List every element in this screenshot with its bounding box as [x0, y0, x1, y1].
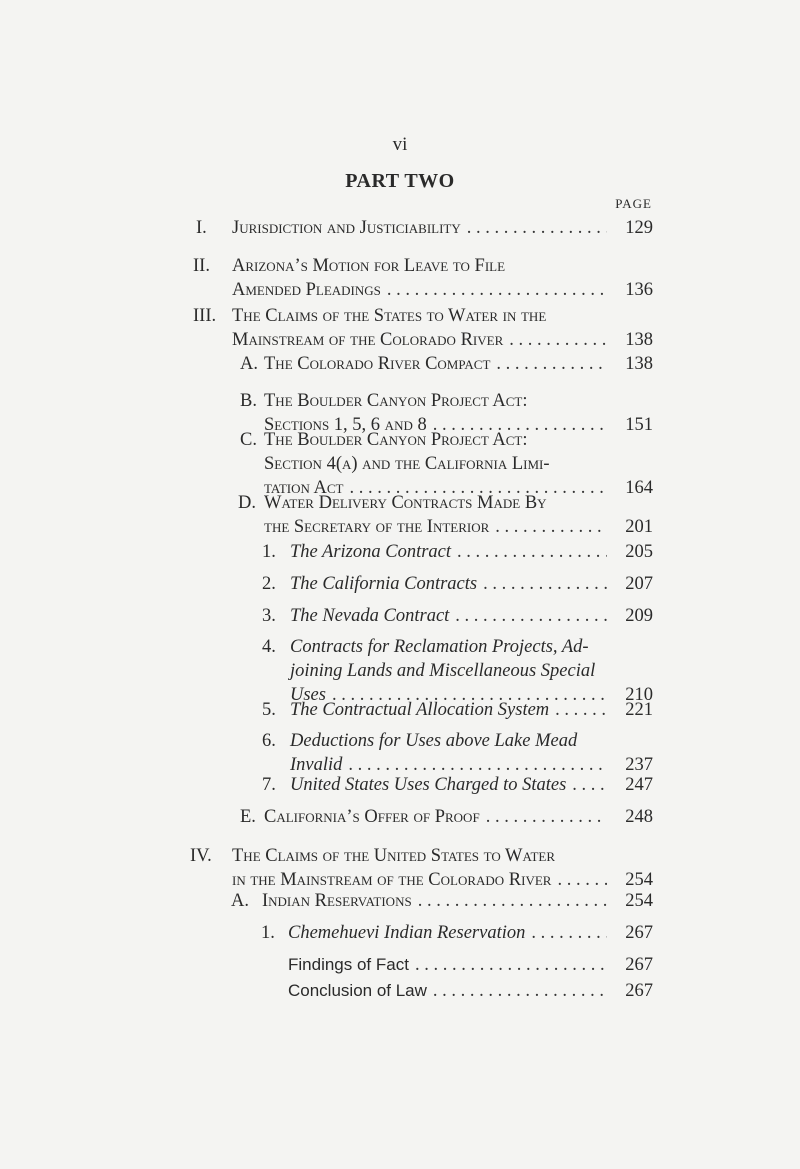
toc-entry-title: The Boulder Canyon Project Act: [264, 430, 528, 450]
toc-entry-number: B. [240, 391, 257, 411]
toc-entry-page: 151 [625, 415, 653, 435]
toc-entry-title: The Claims of the States to Water in the [232, 306, 547, 326]
toc-entry-title: Water Delivery Contracts Made By [264, 493, 547, 513]
toc-entry-page: 205 [625, 542, 653, 562]
toc-entry-page: 267 [625, 923, 653, 943]
toc-entry [0, 805, 800, 829]
toc-entry-number: C. [240, 430, 257, 450]
part-title: PART TWO [345, 170, 455, 192]
toc-entry-title: Findings of Fact [288, 955, 409, 974]
toc-entry [0, 604, 800, 628]
toc-entry-page: 254 [625, 891, 653, 911]
toc-entry-title: Arizona’s Motion for Leave to File [232, 256, 506, 276]
toc-entry-page: 136 [625, 280, 653, 300]
toc-entry-page: 207 [625, 574, 653, 594]
toc-entry-number: 6. [262, 731, 276, 751]
toc-entry-title: United States Uses Charged to States [290, 775, 567, 795]
toc-entry [0, 844, 800, 892]
toc-entry [0, 491, 800, 539]
toc-entry [0, 921, 800, 945]
toc-entry-number: 5. [262, 700, 276, 720]
toc-entry-page: 254 [625, 870, 653, 890]
toc-entry-page: 138 [625, 354, 653, 374]
leader-dots [555, 698, 607, 722]
toc-entry-page: 267 [625, 955, 653, 975]
toc-entry [0, 698, 800, 722]
toc-entry-number: II. [193, 256, 210, 276]
toc-entry-page: 164 [625, 478, 653, 498]
toc-entry-page: 248 [625, 807, 653, 827]
toc-entry-title: Indian Reservations [262, 891, 412, 911]
toc-entry [0, 953, 800, 977]
leader-dots [457, 540, 607, 564]
toc-entry-title: in the Mainstream of the Colorado River [232, 870, 552, 890]
toc-entry-title: Invalid [290, 755, 343, 775]
toc-entry-number: 2. [262, 574, 276, 594]
toc-entry-page: 221 [625, 700, 653, 720]
toc-entry-title: Chemehuevi Indian Reservation [288, 923, 526, 943]
toc-entry-number: 1. [262, 542, 276, 562]
toc-entry-page: 209 [625, 606, 653, 626]
toc-entry-number: A. [240, 354, 258, 374]
toc-entry-title: Sections 1, 5, 6 and 8 [264, 415, 427, 435]
leader-dots [509, 328, 607, 352]
toc-entry-page: 129 [625, 218, 653, 238]
toc-entry [0, 773, 800, 797]
toc-entry-number: E. [240, 807, 256, 827]
leader-dots [433, 979, 607, 1003]
leader-dots [531, 921, 607, 945]
toc-entry [0, 979, 800, 1003]
toc-entry-page: 201 [625, 517, 653, 537]
toc-entry [0, 304, 800, 352]
toc-entry [0, 216, 800, 240]
toc-entry-number: I. [196, 218, 207, 238]
toc-entry [0, 635, 800, 707]
toc-entry-title: the Secretary of the Interior [264, 517, 490, 537]
leader-dots [495, 515, 607, 539]
page-number: vi [392, 134, 408, 155]
toc-entry-title: Section 4(a) and the California Limi- [264, 454, 550, 474]
toc-entry-page: 267 [625, 981, 653, 1001]
toc-entry-page: 247 [625, 775, 653, 795]
toc-entry-title: Conclusion of Law [288, 981, 427, 1000]
toc-entry-title: Contracts for Reclamation Projects, Ad- [290, 637, 589, 657]
toc-entry-number: 1. [261, 923, 275, 943]
toc-entry-number: A. [231, 891, 249, 911]
toc-entry-number: 7. [262, 775, 276, 795]
toc-entry-title: The Arizona Contract [290, 542, 452, 562]
toc-entry [0, 540, 800, 564]
toc-entry-page: 237 [625, 755, 653, 775]
toc-entry-number: 4. [262, 637, 276, 657]
toc-entry-page: 138 [625, 330, 653, 350]
leader-dots [483, 572, 607, 596]
toc-entry-title: The California Contracts [290, 574, 478, 594]
leader-dots [496, 352, 607, 376]
leader-dots [486, 805, 607, 829]
toc-entry-title: Uses [290, 685, 326, 705]
leader-dots [418, 889, 607, 913]
toc-entry-number: IV. [190, 846, 212, 866]
toc-entry-title: tation Act [264, 478, 344, 498]
toc-entry-title: California’s Offer of Proof [264, 807, 480, 827]
toc-entry-number: III. [193, 306, 217, 326]
toc-entry-title: The Nevada Contract [290, 606, 450, 626]
toc-entry-title: The Claims of the United States to Water [232, 846, 555, 866]
toc-entry-title: Mainstream of the Colorado River [232, 330, 504, 350]
toc-entry [0, 352, 800, 376]
toc-entry [0, 889, 800, 913]
toc-entry [0, 428, 800, 500]
toc-entry-title: The Contractual Allocation System [290, 700, 550, 720]
toc-entry-title: joining Lands and Miscellaneous Special [290, 661, 596, 681]
toc-entry [0, 729, 800, 777]
toc-entry-title: The Colorado River Compact [264, 354, 491, 374]
leader-dots [387, 278, 607, 302]
toc-entry-page: 210 [625, 685, 653, 705]
leader-dots [415, 953, 607, 977]
leader-dots [467, 216, 607, 240]
toc-entry [0, 572, 800, 596]
leader-dots [455, 604, 607, 628]
toc-entry-title: Amended Pleadings [232, 280, 381, 300]
toc-entry-title: Deductions for Uses above Lake Mead [290, 731, 578, 751]
toc-entry-title: Jurisdiction and Justiciability [232, 218, 461, 238]
page-column-label: PAGE [615, 196, 652, 211]
toc-entry-number: D. [238, 493, 256, 513]
toc-entry [0, 254, 800, 302]
toc-entry-title: The Boulder Canyon Project Act: [264, 391, 528, 411]
toc-entry-number: 3. [262, 606, 276, 626]
leader-dots [572, 773, 607, 797]
